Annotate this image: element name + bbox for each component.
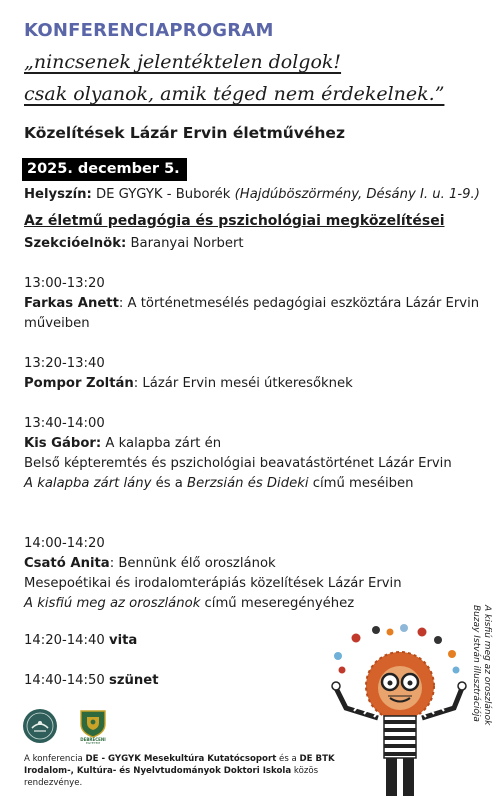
talk-desc-text: és a	[151, 476, 188, 491]
section-chair	[24, 234, 484, 254]
chair-label: Szekcióelnök:	[24, 236, 127, 251]
talk-desc-text: című meseregényéhez	[200, 596, 355, 611]
venue-address: (Hajdúböszörmény, Désány I. u. 1-9.)	[234, 187, 480, 202]
talk-speaker: Kis Gábor:	[24, 436, 102, 451]
talk-speaker: Farkas Anett	[24, 296, 119, 311]
lion-juggler-illustration	[318, 608, 478, 797]
footer-text: A konferencia	[24, 754, 86, 764]
footer-text: közös rendezvénye.	[24, 766, 319, 788]
talk-desc-text: Belső képteremtés és pszichológiai beavatástörténet Lázár Ervin	[24, 456, 452, 471]
talk-title: : Lázár Ervin meséi útkeresőknek	[133, 376, 353, 391]
university-crest-logo	[76, 708, 110, 744]
quote-line-2: csak olyanok, amik téged nem érdekelnek.”	[24, 83, 445, 105]
break-label: szünet	[108, 673, 159, 688]
quote-line-1: „nincsenek jelentéktelen dolgok!	[24, 51, 342, 73]
work-title: A kisfiú meg az oroszlánok	[24, 596, 201, 611]
work-title: A kalapba zárt lány	[24, 476, 152, 491]
footer-text: és a	[276, 754, 300, 764]
page-title: KONFERENCIAPROGRAM	[24, 20, 274, 41]
talk-entry	[24, 434, 484, 454]
break-time: 14:20-14:40	[24, 633, 109, 648]
talk-time: 13:40-14:00	[24, 416, 105, 431]
footer-org: DE - GYGYK Mesekultúra Kutatócsoport	[85, 754, 277, 764]
talk-description	[24, 454, 454, 494]
caption-line-2: Buzay István illusztrációja	[471, 605, 481, 722]
talk-title: A kalapba zárt én	[101, 436, 222, 451]
footer-org: DE BTK Irodalom-, Kultúra- és Nyelvtudományok Doktori Iskola	[24, 754, 335, 776]
talk-time: 13:00-13:20	[24, 276, 105, 291]
venue	[24, 185, 484, 205]
crest-text-1: DEBRECENI	[80, 737, 106, 742]
talk-description: Mesepoétikai és irodalomterápiás közelítések Lázár Ervin	[24, 576, 402, 591]
talk-entry	[24, 554, 484, 574]
footer-note	[24, 753, 364, 789]
caption-line-1: A kisfiú meg az oroszlánok	[482, 605, 492, 726]
break-label: vita	[108, 633, 138, 648]
talk-time: 13:20-13:40	[24, 356, 105, 371]
section-title: Az életmű pedagógia és pszichológiai megközelítései	[24, 213, 445, 229]
talk-title: : Bennünk élő oroszlánok	[109, 556, 276, 571]
date-badge: 2025. december 5.	[22, 158, 187, 181]
break-time: 14:40-14:50	[24, 673, 109, 688]
talk-entry	[24, 294, 484, 334]
venue-name: DE GYGYK - Buborék	[91, 187, 235, 202]
conference-subtitle: Közelítések Lázár Ervin életművéhez	[24, 124, 345, 142]
talk-title: : A történetmesélés pedagógiai eszköztára Lázár Ervin műveiben	[24, 296, 480, 331]
talk-speaker: Pompor Zoltán	[24, 376, 134, 391]
work-title: Berzsián és Dideki	[187, 476, 309, 491]
talk-time: 14:00-14:20	[24, 536, 105, 551]
chair-name: Baranyai Norbert	[126, 236, 244, 251]
research-group-logo	[22, 708, 58, 744]
crest-text-2: EGYETEM	[85, 741, 101, 744]
talk-speaker: Csató Anita	[24, 556, 110, 571]
talk-entry	[24, 374, 484, 394]
talk-desc-text: című meséiben	[308, 476, 414, 491]
venue-label: Helyszín:	[24, 187, 92, 202]
